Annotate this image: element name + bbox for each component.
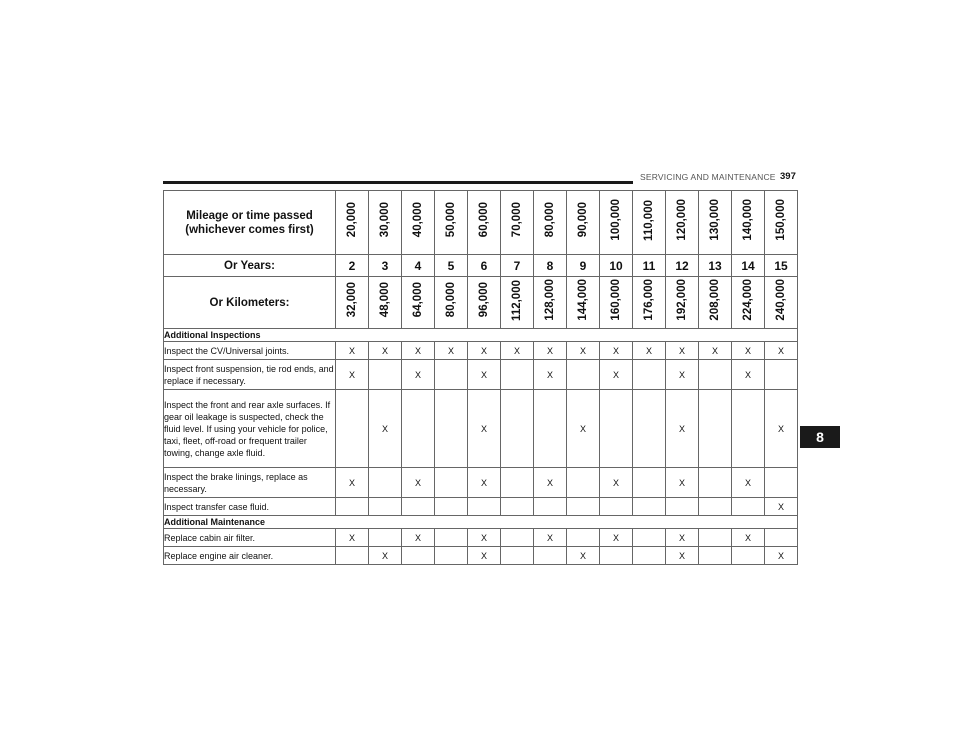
year-cell: 14 (732, 255, 765, 277)
kilometers-cell (666, 277, 699, 329)
interval-mark: X (666, 342, 699, 360)
interval-mark: X (402, 468, 435, 498)
interval-mark (732, 390, 765, 468)
interval-mark: X (501, 342, 534, 360)
table-row (164, 498, 798, 516)
interval-mark (435, 468, 468, 498)
interval-mark (534, 498, 567, 516)
year-cell: 15 (765, 255, 798, 277)
interval-mark: X (336, 529, 369, 547)
mileage-value: 70,000 (511, 202, 523, 238)
mileage-value: 80,000 (544, 202, 556, 238)
interval-mark (369, 529, 402, 547)
interval-mark: X (468, 342, 501, 360)
table-row (164, 360, 798, 390)
interval-mark (633, 390, 666, 468)
year-cell: 13 (699, 255, 732, 277)
year-cell: 2 (336, 255, 369, 277)
year-cell: 8 (534, 255, 567, 277)
interval-mark (534, 390, 567, 468)
interval-mark (699, 390, 732, 468)
mileage-cell (468, 191, 501, 255)
interval-mark (732, 498, 765, 516)
kilometers-value: 112,000 (511, 279, 523, 321)
mileage-value: 30,000 (379, 202, 391, 238)
interval-mark: X (468, 390, 501, 468)
interval-mark: X (600, 529, 633, 547)
year-cell: 11 (633, 255, 666, 277)
mileage-cell (402, 191, 435, 255)
kilometers-value: 96,000 (478, 282, 490, 318)
mileage-cell (765, 191, 798, 255)
mileage-label: Mileage or time passed (whichever comes first) (164, 191, 336, 255)
kilometers-value: 48,000 (379, 282, 391, 318)
kilometers-cell (435, 277, 468, 329)
mileage-value: 150,000 (775, 199, 787, 241)
interval-mark: X (468, 547, 501, 565)
interval-mark: X (534, 360, 567, 390)
kilometers-value: 144,000 (577, 279, 589, 321)
interval-mark: X (699, 342, 732, 360)
mileage-value: 40,000 (412, 202, 424, 238)
kilometers-cell (369, 277, 402, 329)
section-header-row (164, 329, 798, 342)
interval-mark (567, 468, 600, 498)
interval-mark: X (666, 529, 699, 547)
interval-mark: X (600, 360, 633, 390)
interval-mark (369, 498, 402, 516)
mileage-value: 140,000 (742, 199, 754, 241)
mileage-value: 50,000 (445, 202, 457, 238)
interval-mark (369, 360, 402, 390)
mileage-cell (369, 191, 402, 255)
mileage-cell (699, 191, 732, 255)
interval-mark: X (402, 529, 435, 547)
interval-mark (336, 547, 369, 565)
kilometers-cell (765, 277, 798, 329)
interval-mark (501, 360, 534, 390)
interval-mark (435, 498, 468, 516)
interval-mark: X (534, 342, 567, 360)
year-cell: 6 (468, 255, 501, 277)
kilometers-cell (633, 277, 666, 329)
interval-mark: X (402, 360, 435, 390)
interval-mark: X (369, 390, 402, 468)
mileage-cell (336, 191, 369, 255)
mileage-cell (501, 191, 534, 255)
mileage-cell (435, 191, 468, 255)
kilometers-value: 240,000 (775, 279, 787, 321)
interval-mark (501, 390, 534, 468)
page-number: 397 (780, 171, 796, 182)
year-cell: 3 (369, 255, 402, 277)
interval-mark: X (369, 342, 402, 360)
interval-mark (336, 390, 369, 468)
interval-mark (369, 468, 402, 498)
section-title: SERVICING AND MAINTENANCE (640, 172, 776, 182)
years-row (164, 255, 798, 277)
interval-mark: X (765, 390, 798, 468)
interval-mark (534, 547, 567, 565)
interval-mark (699, 468, 732, 498)
mileage-value: 120,000 (676, 199, 688, 241)
interval-mark: X (666, 547, 699, 565)
kilometers-value: 32,000 (346, 282, 358, 318)
table-row (164, 468, 798, 498)
interval-mark: X (534, 529, 567, 547)
interval-mark (765, 468, 798, 498)
interval-mark: X (402, 342, 435, 360)
kilometers-value: 64,000 (412, 282, 424, 318)
kilometers-value: 192,000 (676, 279, 688, 321)
interval-mark: X (534, 468, 567, 498)
mileage-value: 20,000 (346, 202, 358, 238)
item-label: Inspect the CV/Universal joints. (164, 342, 336, 360)
kilometers-value: 208,000 (709, 279, 721, 321)
interval-mark (633, 547, 666, 565)
kilometers-value: 224,000 (742, 279, 754, 321)
mileage-value: 130,000 (709, 199, 721, 241)
interval-mark (600, 390, 633, 468)
interval-mark: X (567, 342, 600, 360)
item-label: Replace cabin air filter. (164, 529, 336, 547)
interval-mark: X (468, 468, 501, 498)
kilometers-cell (699, 277, 732, 329)
kilometers-cell (600, 277, 633, 329)
interval-mark (699, 529, 732, 547)
interval-mark: X (369, 547, 402, 565)
mileage-cell (666, 191, 699, 255)
year-cell: 12 (666, 255, 699, 277)
interval-mark (435, 547, 468, 565)
interval-mark (732, 547, 765, 565)
year-cell: 5 (435, 255, 468, 277)
mileage-cell (567, 191, 600, 255)
interval-mark (666, 498, 699, 516)
interval-mark (600, 547, 633, 565)
interval-mark (633, 529, 666, 547)
mileage-value: 100,000 (610, 199, 622, 241)
interval-mark: X (567, 390, 600, 468)
interval-mark: X (765, 342, 798, 360)
interval-mark (765, 360, 798, 390)
interval-mark (468, 498, 501, 516)
interval-mark (633, 468, 666, 498)
interval-mark: X (666, 390, 699, 468)
item-label: Inspect front suspension, tie rod ends, and replace if necessary. (164, 360, 336, 390)
mileage-cell (633, 191, 666, 255)
interval-mark: X (666, 468, 699, 498)
interval-mark (402, 390, 435, 468)
interval-mark: X (468, 529, 501, 547)
kilometers-cell (534, 277, 567, 329)
table-row (164, 390, 798, 468)
interval-mark: X (336, 342, 369, 360)
chapter-tab[interactable]: 8 (800, 426, 840, 448)
interval-mark (435, 390, 468, 468)
year-cell: 9 (567, 255, 600, 277)
interval-mark (699, 498, 732, 516)
item-label: Inspect the brake linings, replace as necessary. (164, 468, 336, 498)
mileage-cell (732, 191, 765, 255)
item-label: Inspect transfer case fluid. (164, 498, 336, 516)
year-cell: 7 (501, 255, 534, 277)
interval-mark: X (336, 360, 369, 390)
header-rule (163, 181, 633, 184)
interval-mark: X (600, 342, 633, 360)
maintenance-schedule-table (163, 190, 798, 565)
interval-mark (501, 498, 534, 516)
kilometers-value: 128,000 (544, 279, 556, 321)
kilometers-value: 160,000 (610, 279, 622, 321)
interval-mark: X (666, 360, 699, 390)
mileage-value: 110,000 (643, 199, 655, 241)
item-label: Inspect the front and rear axle surfaces. If gear oil leakage is suspected, check the fluid level. If using your vehicle for police, taxi, fleet, off-road or frequent trailer towing, change axle fluid. (164, 390, 336, 468)
kilometers-cell (567, 277, 600, 329)
year-cell: 10 (600, 255, 633, 277)
kilometers-row (164, 277, 798, 329)
kilometers-value: 80,000 (445, 282, 457, 318)
section-title: Additional Maintenance (164, 516, 798, 529)
years-label: Or Years: (164, 255, 336, 277)
mileage-row (164, 191, 798, 255)
interval-mark: X (633, 342, 666, 360)
mileage-value: 60,000 (478, 202, 490, 238)
kilometers-value: 176,000 (643, 279, 655, 321)
interval-mark: X (732, 468, 765, 498)
mileage-cell (534, 191, 567, 255)
kilometers-cell (732, 277, 765, 329)
interval-mark (435, 529, 468, 547)
interval-mark (699, 360, 732, 390)
kilometers-cell (336, 277, 369, 329)
interval-mark (402, 498, 435, 516)
interval-mark: X (732, 342, 765, 360)
interval-mark (567, 360, 600, 390)
kilometers-cell (501, 277, 534, 329)
interval-mark (633, 360, 666, 390)
interval-mark (501, 529, 534, 547)
interval-mark (600, 498, 633, 516)
interval-mark (435, 360, 468, 390)
kilometers-cell (468, 277, 501, 329)
interval-mark (501, 547, 534, 565)
interval-mark: X (336, 468, 369, 498)
mileage-value: 90,000 (577, 202, 589, 238)
interval-mark (633, 498, 666, 516)
interval-mark: X (600, 468, 633, 498)
interval-mark (567, 498, 600, 516)
table-row (164, 529, 798, 547)
interval-mark: X (732, 529, 765, 547)
interval-mark: X (435, 342, 468, 360)
kilometers-cell (402, 277, 435, 329)
section-title: Additional Inspections (164, 329, 798, 342)
interval-mark: X (765, 498, 798, 516)
year-cell: 4 (402, 255, 435, 277)
interval-mark (501, 468, 534, 498)
section-header-row (164, 516, 798, 529)
interval-mark: X (567, 547, 600, 565)
interval-mark (765, 529, 798, 547)
interval-mark: X (468, 360, 501, 390)
kilometers-label: Or Kilometers: (164, 277, 336, 329)
interval-mark (336, 498, 369, 516)
interval-mark (402, 547, 435, 565)
mileage-cell (600, 191, 633, 255)
interval-mark: X (732, 360, 765, 390)
table-row (164, 547, 798, 565)
item-label: Replace engine air cleaner. (164, 547, 336, 565)
interval-mark (699, 547, 732, 565)
schedule-body (164, 191, 798, 565)
interval-mark (567, 529, 600, 547)
interval-mark: X (765, 547, 798, 565)
table-row (164, 342, 798, 360)
